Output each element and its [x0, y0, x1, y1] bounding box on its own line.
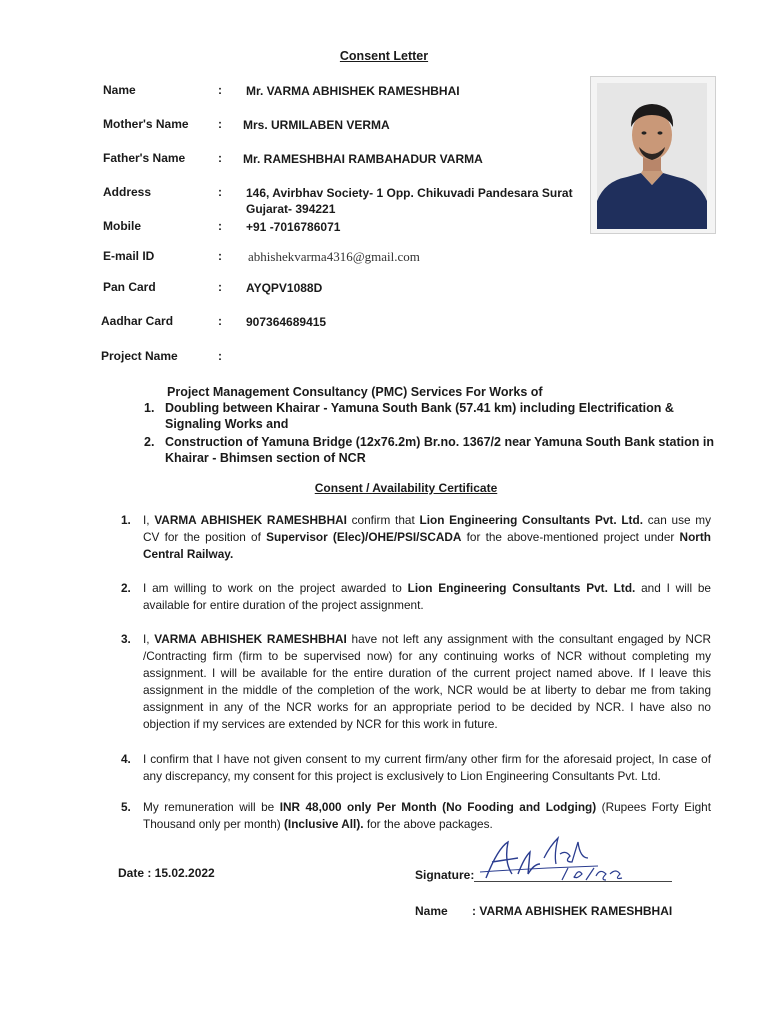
field-project-label: Project Name — [101, 349, 178, 363]
paragraph-bold: Lion Engineering Consultants Pvt. Ltd. — [419, 513, 643, 527]
paragraph-text: for the above-mentioned project under — [461, 530, 680, 544]
paragraph-text: (Rupees Forty Eight Thousand only per month) — [143, 800, 711, 831]
field-address-label: Address — [103, 185, 152, 199]
paragraph-number: 1. — [121, 513, 131, 527]
colon: : — [218, 83, 222, 97]
person-photo-icon — [597, 83, 707, 229]
date-text: Date : 15.02.2022 — [118, 866, 215, 880]
certificate-title: Consent / Availability Certificate — [314, 481, 498, 495]
field-aadhar-label: Aadhar Card — [101, 314, 174, 328]
field-address-line2: Gujarat- 394221 — [246, 202, 336, 216]
paragraph-text: I, — [143, 632, 155, 646]
paragraph-bold: (Inclusive All). — [284, 817, 364, 831]
paragraph-bold: Supervisor (Elec)/OHE/PSI/SCADA — [266, 530, 462, 544]
colon: : — [218, 219, 222, 233]
field-pan-value: AYQPV1088D — [246, 281, 323, 295]
project-description — [146, 384, 716, 466]
paragraph-bold: INR 48,000 only Per Month (No Fooding and Lodging) — [279, 800, 597, 814]
field-address-line1: 146, Avirbhav Society- 1 Opp. Chikuvadi Pandesara Surat — [246, 186, 573, 200]
field-email-value: abhishekvarma4316@gmail.com — [248, 249, 420, 264]
paragraph-text: I confirm that I have not given consent to my current firm/any other firm for the aforesaid project, In case of any discrepancy, my consent for this project is exclusively to Lion Engineering Consultants Pvt. Ltd. — [143, 752, 711, 783]
colon: : — [218, 349, 222, 363]
applicant-photo — [590, 76, 716, 234]
paragraph-text: for the above packages. — [363, 817, 493, 831]
name-label: Name — [415, 904, 448, 918]
certificate-paragraph — [121, 580, 711, 614]
page-title: Consent Letter — [339, 49, 429, 63]
paragraph-text: have not left any assignment with the consultant engaged by NCR /Contracting firm (firm to be supervised now) for any continuing works of NCR without completing my assignment. I will be available for the entire duration of the current project named above. If I leave this assignment in the middle of the completion of the work, NCR would be at liberty to debar me from taking assignment in any of the NCR works for an appropriate period to be decided by NCR. I have also no objection if my services are extended by NCR for this work in future. — [143, 632, 711, 731]
paragraph-text: and I will be available for entire duration of the project assignment. — [143, 581, 711, 612]
project-item-text: Doubling between Khairar - Yamuna South Bank (57.41 km) including Electrification & Signaling Works and — [165, 401, 674, 431]
paragraph-number: 4. — [121, 752, 131, 766]
project-item-number: 1. — [144, 401, 155, 415]
colon: : — [218, 185, 222, 199]
name-value: : VARMA ABHISHEK RAMESHBHAI — [472, 904, 673, 918]
colon: : — [218, 249, 222, 263]
field-mother-label: Mother's Name — [103, 117, 189, 131]
field-email-label: E-mail ID — [103, 249, 155, 263]
handwritten-signature — [478, 828, 658, 886]
project-item-text: Construction of Yamuna Bridge (12x76.2m) Br.no. 1367/2 near Yamuna South Bank station in Khairar - Bhimsen section of NCR — [165, 435, 714, 465]
certificate-paragraph — [121, 631, 711, 733]
project-heading: Project Management Consultancy (PMC) Services For Works of — [167, 385, 543, 399]
colon: : — [218, 280, 222, 294]
field-aadhar-value: 907364689415 — [246, 315, 327, 329]
field-pan-label: Pan Card — [103, 280, 156, 294]
field-mother-value: Mrs. URMILABEN VERMA — [243, 118, 390, 132]
certificate-paragraph — [121, 512, 711, 563]
colon: : — [218, 151, 222, 165]
field-name-label: Name — [103, 83, 136, 97]
paragraph-bold: VARMA ABHISHEK RAMESHBHAI — [154, 632, 347, 646]
paragraph-number: 2. — [121, 581, 131, 595]
field-name-value: Mr. VARMA ABHISHEK RAMESHBHAI — [246, 84, 460, 98]
paragraph-text: can use my CV for the position of — [143, 513, 711, 544]
field-father-value: Mr. RAMESHBHAI RAMBAHADUR VARMA — [243, 152, 483, 166]
field-mobile-label: Mobile — [103, 219, 141, 233]
paragraph-text: I am willing to work on the project awarded to — [143, 581, 408, 595]
certificate-paragraph — [121, 751, 711, 785]
colon: : — [218, 117, 222, 131]
paragraph-bold: North Central Railway. — [143, 530, 711, 561]
paragraph-text: My remuneration will be — [143, 800, 280, 814]
field-father-label: Father's Name — [103, 151, 186, 165]
colon: : — [218, 314, 222, 328]
project-item-number: 2. — [144, 435, 155, 449]
paragraph-bold: VARMA ABHISHEK RAMESHBHAI — [154, 513, 347, 527]
paragraph-number: 3. — [121, 632, 131, 646]
project-item — [144, 400, 716, 432]
paragraph-bold: Lion Engineering Consultants Pvt. Ltd. — [407, 581, 636, 595]
signature-label: Signature: — [415, 868, 475, 882]
project-item — [144, 434, 716, 466]
paragraph-text: I, — [143, 513, 155, 527]
paragraph-text: confirm that — [346, 513, 420, 527]
paragraph-number: 5. — [121, 800, 131, 814]
field-mobile-value: +91 -7016786071 — [246, 220, 341, 234]
